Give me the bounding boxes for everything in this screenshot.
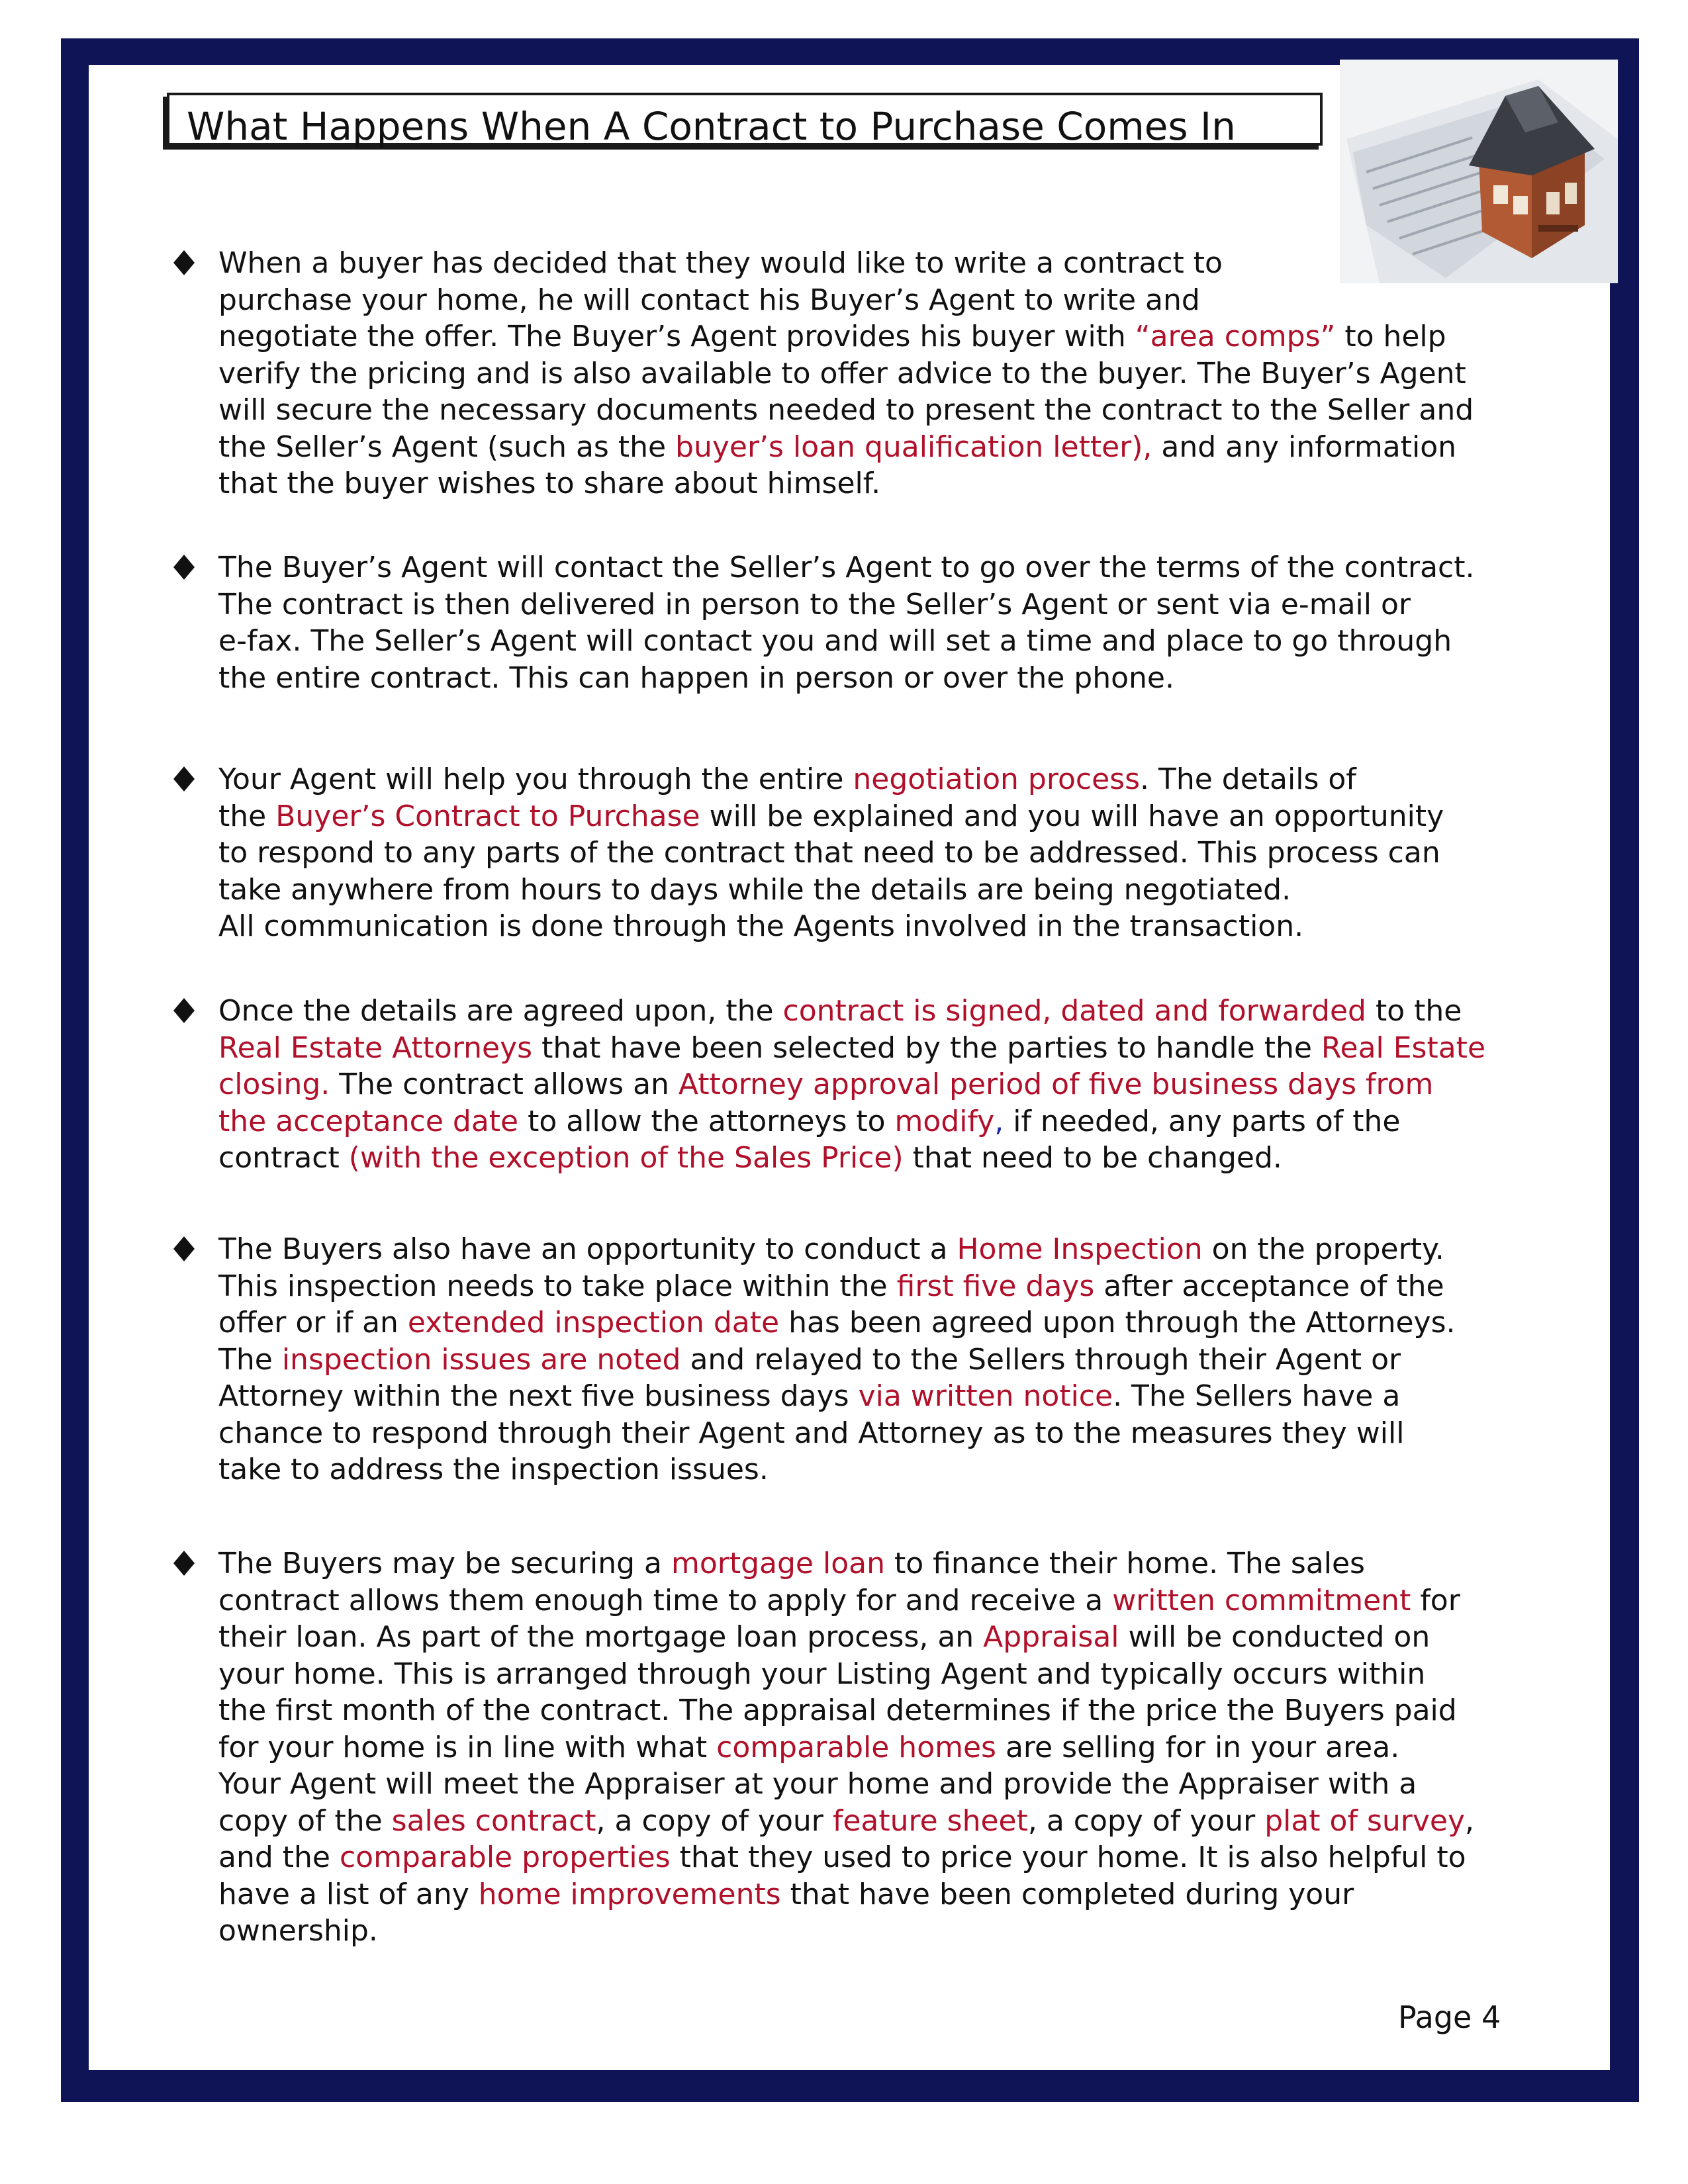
text-run: that have been selected by the parties to handle the (532, 1030, 1321, 1065)
highlighted-term: Real Estate Attorneys (218, 1030, 533, 1065)
text-run: their loan. As part of the mortgage loan process, an (218, 1620, 984, 1654)
highlighted-term: (with the exception of the Sales Price) (348, 1141, 904, 1175)
bullet-paragraph (218, 993, 1556, 1177)
paragraph-line (218, 318, 1556, 355)
text-run: verify the pricing and is also available to offer advice to the buyer. The Buyer’s Agent (218, 356, 1466, 390)
text-run: will secure the necessary documents needed to present the contract to the Seller and (218, 393, 1474, 427)
text-run: for your home is in line with what (218, 1730, 717, 1764)
bullet-paragraph (218, 1231, 1556, 1488)
text-run: the (218, 799, 276, 833)
text-run: will be conducted on (1119, 1620, 1430, 1654)
text-run: have a list of any (218, 1877, 479, 1911)
highlighted-term: contract is signed, dated and forwarded (782, 994, 1366, 1028)
text-run: The Buyer’s Agent will contact the Seller’s Agent to go over the terms of the contract. (218, 551, 1475, 584)
text-run: , a copy of your (596, 1803, 833, 1838)
highlighted-term: Attorney approval period of five business days from (678, 1068, 1434, 1101)
paragraph-line (218, 1378, 1556, 1415)
text-run: and relayed to the Sellers through their Agent or (680, 1342, 1401, 1377)
text-run: copy of the (218, 1803, 392, 1838)
page-number: Page 4 (1398, 1999, 1501, 2035)
text-run: and the (218, 1841, 340, 1874)
text-run: the first month of the contract. The appraisal determines if the price the Buyers paid (218, 1694, 1457, 1727)
text-run: that have been completed during your (780, 1877, 1354, 1911)
paragraph-line (218, 1030, 1556, 1067)
diamond-bullet-icon (173, 998, 195, 1023)
paragraph-line (218, 1342, 1556, 1379)
paragraph-line (218, 549, 1556, 586)
paragraph-line (218, 1656, 1556, 1693)
highlighted-term: comparable homes (716, 1730, 996, 1764)
paragraph-line (218, 623, 1556, 660)
text-run: take anywhere from hours to days while the details are being negotiated. (218, 872, 1291, 907)
text-run: take to address the inspection issues. (218, 1453, 769, 1486)
text-run: chance to respond through their Agent and Attorney as to the measures they will (218, 1416, 1405, 1450)
title-box (167, 93, 1323, 149)
diamond-bullet-icon (173, 555, 195, 580)
paragraph-line (218, 245, 1556, 282)
text-run: The (218, 1342, 282, 1377)
text-run: to the (1366, 994, 1462, 1028)
paragraph-line (218, 872, 1556, 909)
text-run: The contract allows an (330, 1068, 679, 1101)
text-run: offer or if an (218, 1306, 408, 1340)
text-run: your home. This is arranged through your Listing Agent and typically occurs within (218, 1657, 1426, 1691)
text-run: purchase your home, he will contact his Buyer’s Agent to write and (218, 283, 1200, 317)
text-run: that they used to price your home. It is also helpful to (670, 1841, 1466, 1874)
text-run: to allow the attorneys to (518, 1104, 895, 1138)
paragraph-line (218, 798, 1556, 835)
highlighted-term: mortgage loan (671, 1547, 885, 1580)
paragraph-line (218, 761, 1556, 798)
paragraph-line (218, 586, 1556, 623)
text-run: that need to be changed. (903, 1141, 1282, 1175)
bullet-paragraph (218, 1545, 1556, 1950)
highlighted-term: Home Inspection (957, 1232, 1203, 1266)
highlighted-term: “area comps” (1135, 320, 1336, 353)
highlighted-term: via written notice (858, 1379, 1113, 1413)
paragraph-line (218, 1876, 1556, 1913)
highlighted-term: Buyer’s Contract to Purchase (275, 799, 700, 833)
paragraph-line (218, 1766, 1556, 1803)
highlighted-term: negotiation process (853, 762, 1141, 796)
text-run: and any information (1152, 430, 1456, 464)
text-run: The Buyers may be securing a (218, 1547, 671, 1580)
paragraph-line (218, 660, 1556, 697)
text-run: the Seller’s Agent (such as the (218, 430, 676, 464)
bullet-paragraph (218, 761, 1556, 945)
paragraph-line (218, 1268, 1556, 1305)
highlighted-term: comparable properties (339, 1841, 671, 1874)
text-run: , a copy of your (1027, 1803, 1265, 1838)
paragraph-line (218, 1839, 1556, 1876)
paragraph-line (218, 1803, 1556, 1840)
text-run: to finance their home. The sales (884, 1547, 1365, 1580)
highlighted-term: Real Estate (1321, 1030, 1486, 1065)
paragraph-line (218, 1140, 1556, 1177)
text-run: contract allows them enough time to apply for and receive a (218, 1583, 1113, 1617)
text-run: This inspection needs to take place within the (218, 1269, 897, 1303)
paragraph-line (218, 1066, 1556, 1103)
text-run: e-fax. The Seller’s Agent will contact you and will set a time and place to go through (218, 624, 1452, 658)
bullet-paragraph (218, 549, 1556, 696)
paragraph-line (218, 429, 1556, 466)
highlighted-term: extended inspection date (407, 1306, 780, 1340)
diamond-bullet-icon (173, 250, 195, 275)
text-run: Once the details are agreed upon, the (218, 994, 783, 1028)
text-run: on the property. (1202, 1232, 1444, 1266)
text-run: will be explained and you will have an opportunity (700, 799, 1444, 833)
highlighted-term: modify (894, 1104, 995, 1138)
highlighted-term: sales contract (391, 1803, 596, 1838)
highlighted-term: home improvements (478, 1877, 781, 1911)
text-run: after acceptance of the (1094, 1269, 1444, 1303)
highlighted-term: inspection issues are noted (281, 1342, 681, 1377)
text-run: to respond to any parts of the contract that need to be addressed. This process can (218, 836, 1440, 870)
text-run: to help (1335, 320, 1446, 353)
text-run: are selling for in your area. (996, 1730, 1400, 1764)
text-run: The contract is then delivered in person to the Seller’s Agent or sent via e-mail or (218, 587, 1411, 621)
highlighted-term: Appraisal (983, 1620, 1119, 1654)
paragraph-line (218, 1103, 1556, 1140)
text-run: When a buyer has decided that they would like to write a contract to (218, 246, 1223, 280)
text-run: All communication is done through the Agents involved in the transaction. (218, 909, 1304, 943)
paragraph-line (218, 1451, 1556, 1488)
text-run: ownership. (218, 1914, 378, 1948)
paragraph-line (218, 1619, 1556, 1656)
text-run: contract (218, 1141, 349, 1175)
text-run: Attorney within the next five business days (218, 1379, 859, 1413)
paragraph-line (218, 355, 1556, 392)
text-run: , (1465, 1803, 1474, 1838)
text-run: negotiate the offer. The Buyer’s Agent provides his buyer with (218, 320, 1135, 353)
highlighted-term: written commitment (1112, 1583, 1411, 1617)
paragraph-line (218, 465, 1556, 502)
paragraph-line (218, 1582, 1556, 1619)
text-run: if needed, any parts of the (1004, 1104, 1401, 1138)
diamond-bullet-icon (173, 1236, 195, 1261)
highlighted-term: , (994, 1104, 1004, 1138)
paragraph-line (218, 1545, 1556, 1582)
highlighted-term: closing. (218, 1068, 330, 1101)
text-run: . The Sellers have a (1113, 1379, 1401, 1413)
text-run: Your Agent will meet the Appraiser at your home and provide the Appraiser with a (218, 1767, 1417, 1801)
paragraph-line (218, 1913, 1556, 1950)
text-run: . The details of (1140, 762, 1356, 796)
paragraph-line (218, 1304, 1556, 1342)
text-run: The Buyers also have an opportunity to conduct a (218, 1232, 957, 1266)
highlighted-term: the acceptance date (218, 1104, 519, 1138)
paragraph-line (218, 1231, 1556, 1268)
diamond-bullet-icon (173, 1551, 195, 1576)
paragraph-line (218, 908, 1556, 945)
highlighted-term: buyer’s loan qualification letter), (675, 430, 1152, 464)
paragraph-line (218, 1415, 1556, 1452)
paragraph-line (218, 1692, 1556, 1729)
page-title: What Happens When A Contract to Purchase Comes In (187, 104, 1236, 149)
text-run: that the buyer wishes to share about himself. (218, 467, 881, 500)
paragraph-line (218, 392, 1556, 429)
highlighted-term: plat of survey (1264, 1803, 1465, 1838)
diamond-bullet-icon (173, 766, 195, 792)
highlighted-term: feature sheet (832, 1803, 1028, 1838)
text-run: Your Agent will help you through the entire (218, 762, 853, 796)
text-run: has been agreed upon through the Attorneys. (779, 1306, 1456, 1340)
paragraph-line (218, 282, 1556, 319)
highlighted-term: first five days (896, 1269, 1095, 1303)
bullet-paragraph (218, 245, 1556, 502)
text-run: for (1411, 1583, 1460, 1617)
paragraph-line (218, 835, 1556, 872)
paragraph-line (218, 1729, 1556, 1766)
text-run: the entire contract. This can happen in person or over the phone. (218, 660, 1174, 695)
paragraph-line (218, 993, 1556, 1030)
